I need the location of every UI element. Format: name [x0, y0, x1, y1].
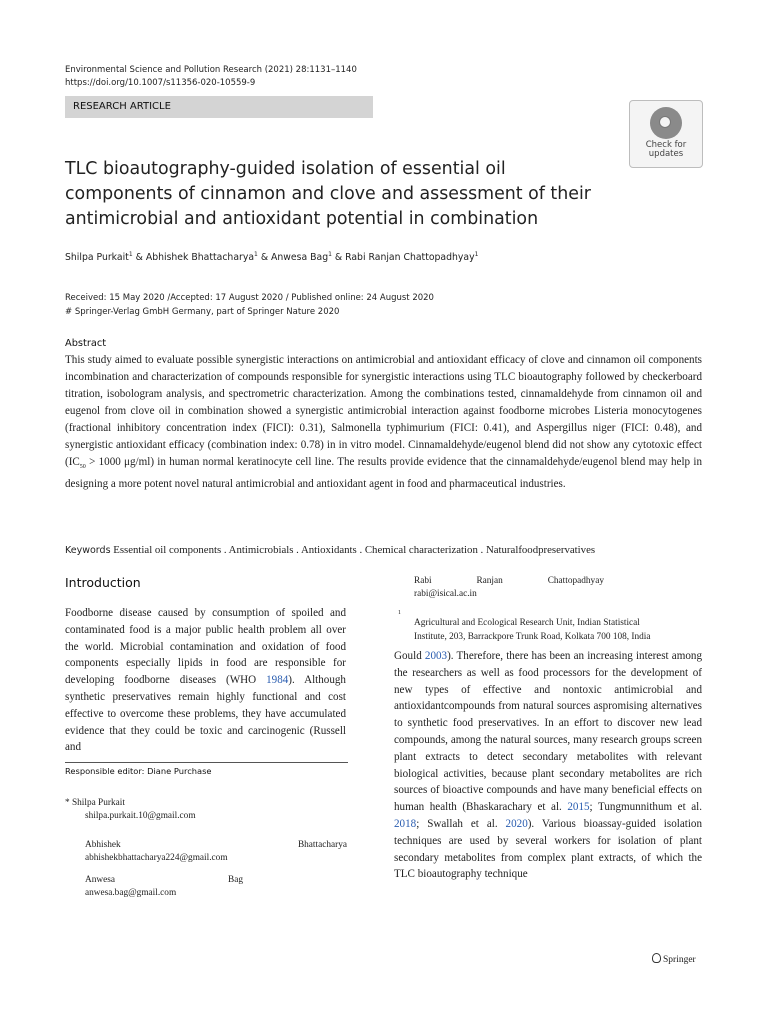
- corresponding-author-marker: * Shilpa Purkait: [65, 798, 125, 808]
- title-line-3: antimicrobial and antioxidant potential in combination: [65, 209, 539, 229]
- keywords-label: Keywords: [65, 545, 111, 556]
- citation-link[interactable]: 2020: [505, 817, 528, 830]
- author-name-row: [414, 574, 604, 588]
- journal-citation: Environmental Science and Pollution Research (2021) 28:1131–1140: [65, 65, 357, 75]
- author-separator: &: [331, 252, 346, 264]
- copyright-line: # Springer-Verlag GmbH Germany, part of Springer Nature 2020: [65, 307, 340, 317]
- publication-dates: Received: 15 May 2020 /Accepted: 17 August 2020 / Published online: 24 August 2020: [65, 293, 434, 303]
- author-list: [65, 249, 478, 264]
- email-link[interactable]: rabi@isical.ac.in: [414, 589, 477, 599]
- abstract-part: > 1000 μg/ml) in human normal keratinocyte cell line. The results provide evidence that the cinnamaldehyde/eugenol blend may help in designing a more potent novel natural antimicrobial and antioxidant agent in food and pharmaceutical industries.: [65, 456, 702, 491]
- footnote-divider: [65, 762, 348, 763]
- introduction-left-column: [65, 605, 346, 756]
- keywords-list: Essential oil components . Antimicrobials . Antioxidants . Chemical characterization . Naturalfoodpreservatives: [110, 544, 596, 556]
- author-name[interactable]: Rabi Ranjan Chattopadhyay: [345, 252, 475, 264]
- author-first-name: Abhishek: [85, 840, 121, 850]
- responsible-editor: Responsible editor: Diane Purchase: [65, 766, 212, 776]
- author-last-name: Bag: [228, 875, 243, 885]
- author-affiliation-mark: 1: [254, 251, 258, 258]
- intro-text: Foodborne disease caused by consumption of spoiled and contaminated food is a major public health problem all over the world. Microbial contamination and oxidation of food components especially lipids in food are responsible for developing foodborne diseases (WHO: [65, 607, 346, 687]
- author-name-part: Ranjan: [476, 576, 503, 586]
- abstract-text: [65, 352, 702, 493]
- title-line-1: TLC bioautography-guided isolation of essential oil: [65, 159, 506, 179]
- author-name-part: Rabi: [414, 576, 432, 586]
- intro-text: ; Tungmunnithum et al.: [589, 801, 702, 814]
- article-title: [65, 157, 625, 232]
- intro-text: ). Various bioassay-guided isolation techniques are used by several workers for isolation of plant secondary metabolites from complex plant extracts, of which the TLC bioautography technique: [394, 817, 703, 881]
- author-name-row: [85, 838, 347, 852]
- author-first-name: Anwesa: [85, 875, 115, 885]
- author-affiliation-mark: 1: [328, 251, 332, 258]
- email-link[interactable]: abhishekbhattacharya224@gmail.com: [85, 853, 228, 863]
- author-name[interactable]: Anwesa Bag: [271, 252, 329, 264]
- springer-horse-icon: [652, 953, 661, 963]
- intro-text: Gould: [394, 650, 425, 662]
- intro-text: ). Therefore, there has been an increasing interest among the researchers as well as food processors for the development of new types of effective and nontoxic antimicrobial and antioxidantcompounds from natural sources aspromising alternatives to synthetic food preservatives. In an effort to discover new lead compounds, among the natural sources, many research groups screen plant extracts to detect secondary metabolites with relevant biological activities, because plant secondary metabolites are rich sources of bioactive compounds and have many beneficial effects on human health (Bhaskarachary et al.: [394, 650, 702, 814]
- check-updates-icon: [650, 107, 682, 139]
- check-updates-line2: updates: [648, 149, 684, 159]
- abstract-heading: Abstract: [65, 338, 107, 349]
- email-link[interactable]: shilpa.purkait.10@gmail.com: [85, 811, 196, 821]
- author-last-name: Bhattacharya: [297, 840, 347, 850]
- intro-text: ; Swallah et al.: [416, 817, 506, 830]
- author-affiliation-mark: 1: [128, 251, 133, 258]
- ic50-subscript: 50: [79, 464, 86, 471]
- publisher-footer: [652, 953, 696, 965]
- citation-link[interactable]: 2018: [394, 817, 417, 830]
- author-name-part: Chattopadhyay: [547, 576, 604, 586]
- affiliation-line: Institute, 203, Barrackpore Trunk Road, Kolkata 700 108, India: [414, 632, 651, 642]
- citation-link[interactable]: 2003: [424, 650, 448, 662]
- affiliation-number: 1: [398, 610, 401, 616]
- citation-link[interactable]: 1984: [266, 674, 289, 687]
- affiliation-line: Agricultural and Ecological Research Unit, Indian Statistical: [414, 618, 640, 628]
- abstract-part: This study aimed to evaluate possible synergistic interactions on antimicrobial and antioxidant efficacy of clove and cinnamon oil components incombination and characterization of compounds responsible for synergistic interactions using TLC bioautography followed by checkerboard titration, isobologram analysis, and spectrometric characterization. Among the combinations tested, cinnamaldehyde from cinnamon oil and eugenol from clove oil in combination showed a synergistic antimicrobial interaction against foodborne microbes Listeria monocytogenes (fractional inhibitory concentration index (FICI): 0.31), Salmonella typhimurium (FICI: 0.41), and Aspergillus niger (FICI: 0.48), and synergistic antioxidant efficacy (combination index: 0.78) in in vitro model. Cinnamaldehyde/eugenol blend did not show any cytotoxic effect (IC: [65, 354, 702, 468]
- citation-link[interactable]: 2015: [567, 801, 590, 814]
- title-line-2: components of cinnamon and clove and assessment of their: [65, 184, 591, 204]
- publisher-name: Springer: [663, 955, 696, 965]
- introduction-right-column: [394, 648, 702, 883]
- check-updates-line1: Check for: [645, 140, 687, 150]
- keywords: [65, 544, 595, 556]
- author-name-row: [85, 873, 243, 887]
- introduction-heading: Introduction: [65, 575, 141, 590]
- intro-text: ). Although synthetic preservatives remain highly functional and cost effective to overcome these problems, they have accumulated evidence that they could be toxic and carcinogenic (Russell and: [65, 674, 346, 754]
- email-link[interactable]: anwesa.bag@gmail.com: [85, 888, 177, 898]
- article-type-banner: RESEARCH ARTICLE: [65, 96, 373, 118]
- author-name[interactable]: Shilpa Purkait: [65, 252, 129, 264]
- check-for-updates-badge[interactable]: [629, 100, 703, 168]
- doi-link[interactable]: https://doi.org/10.1007/s11356-020-10559-9: [65, 78, 256, 88]
- author-separator: &: [132, 252, 146, 264]
- author-separator: &: [257, 252, 272, 264]
- author-name[interactable]: Abhishek Bhattacharya: [145, 252, 255, 264]
- author-affiliation-mark: 1: [474, 251, 479, 258]
